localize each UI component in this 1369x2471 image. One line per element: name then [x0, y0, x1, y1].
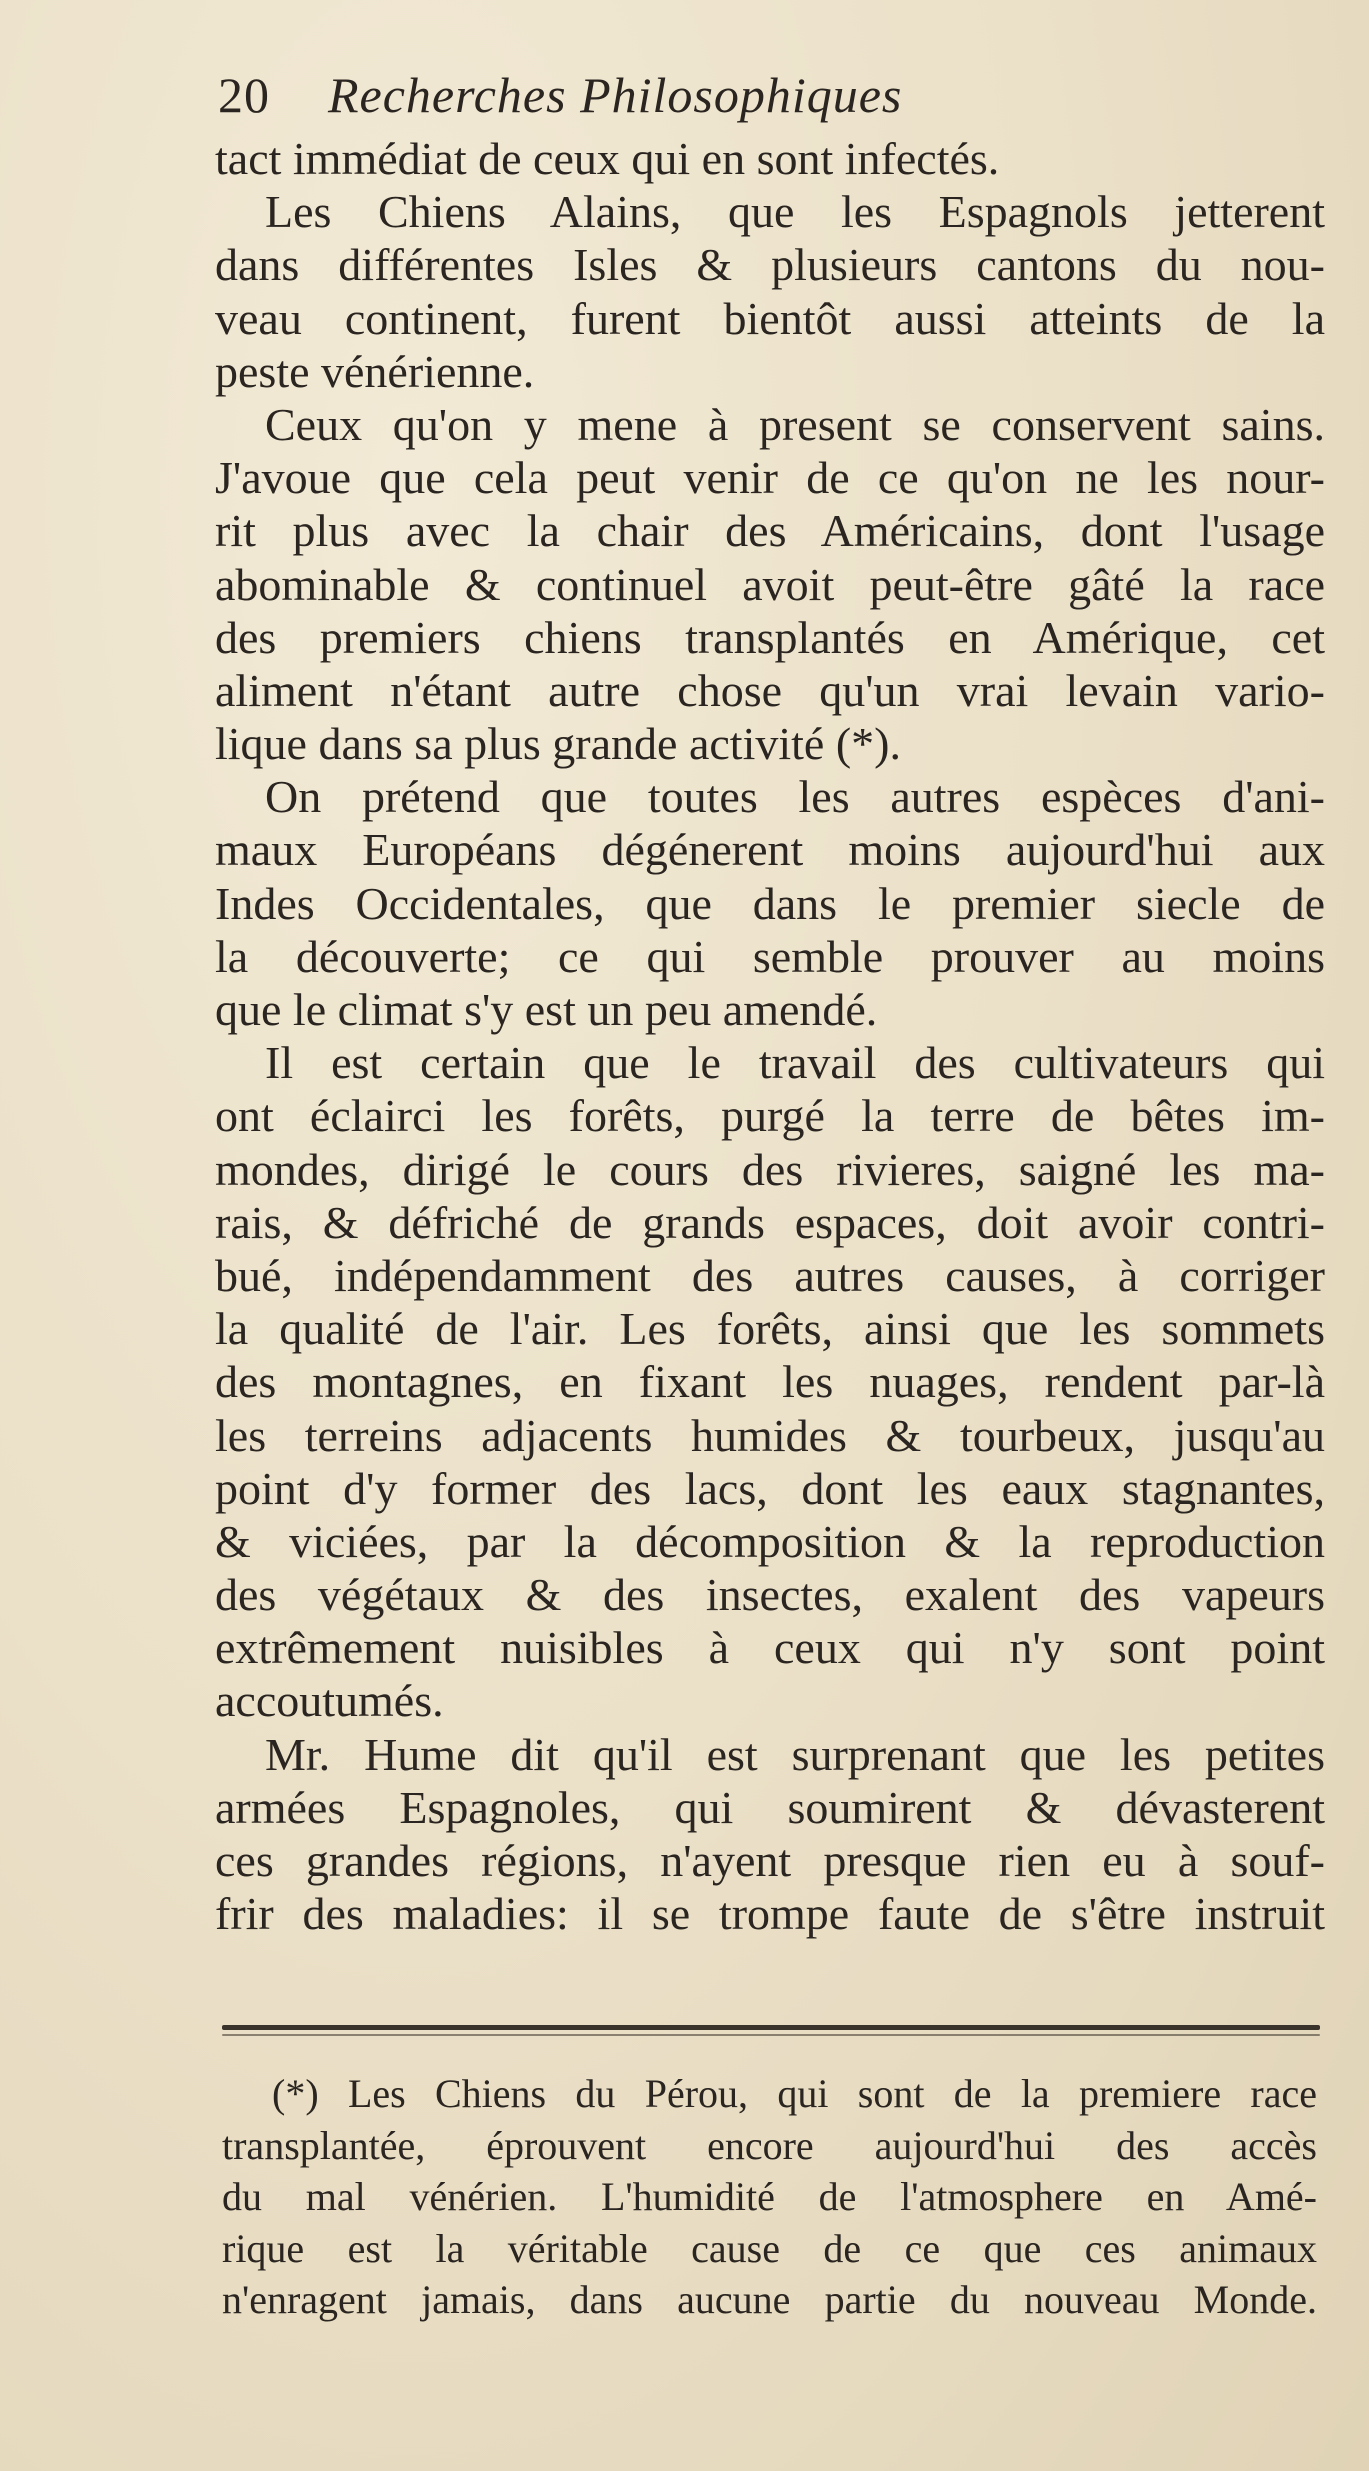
text-line: point d'y former des lacs, dont les eaux stagnantes, [215, 1462, 1325, 1514]
text-line: On prétend que toutes les autres espèces d'ani- [265, 771, 1325, 823]
text-line: aliment n'étant autre chose qu'un vrai levain vario- [215, 664, 1325, 716]
text-line: & viciées, par la décomposition & la reproduction [215, 1515, 1325, 1567]
text-line: maux Européans dégénerent moins aujourd'hui aux [215, 824, 1325, 876]
text-line: Mr. Hume dit qu'il est surprenant que les petites [265, 1728, 1325, 1780]
footnote-line: (*) Les Chiens du Pérou, qui sont de la premiere race [272, 2071, 1317, 2116]
text-line: tact immédiat de ceux qui en sont infectés. [215, 133, 1000, 184]
footnote-rule-secondary [222, 2034, 1320, 2036]
text-line: des montagnes, en fixant les nuages, rendent par-là [215, 1356, 1325, 1408]
footnote-line: du mal vénérien. L'humidité de l'atmosphere en Amé- [222, 2174, 1317, 2219]
text-line: la qualité de l'air. Les forêts, ainsi que les sommets [215, 1303, 1325, 1355]
text-line: peste vénérienne. [215, 345, 535, 397]
text-line: ces grandes régions, n'ayent presque rien eu à souf- [215, 1835, 1325, 1886]
text-line: mondes, dirigé le cours des rivieres, saigné les ma- [215, 1143, 1325, 1195]
text-line: veau continent, furent bientôt aussi atteints de la [215, 292, 1325, 344]
page-number: 20 [218, 67, 270, 123]
text-line: Il est certain que le travail des cultivateurs qui [265, 1037, 1325, 1089]
text-line: J'avoue que cela peut venir de ce qu'on ne les nour- [215, 452, 1325, 504]
body-text [215, 132, 1325, 1940]
text-line: dans différentes Isles & plusieurs cantons du nou- [215, 239, 1325, 291]
text-line: Indes Occidentales, que dans le premier siecle de [215, 877, 1325, 929]
text-line: les terreins adjacents humides & tourbeux, jusqu'au [215, 1409, 1325, 1461]
text-line: des premiers chiens transplantés en Amérique, cet [215, 611, 1325, 663]
running-title: Recherches Philosophiques [328, 67, 903, 123]
text-line: bué, indépendamment des autres causes, à corriger [215, 1249, 1325, 1301]
text-line: rais, & défriché de grands espaces, doit avoir contri- [215, 1196, 1325, 1248]
footnote-line: rique est la véritable cause de ce que ces animaux [222, 2225, 1317, 2271]
text-line: des végétaux & des insectes, exalent des vapeurs [215, 1569, 1325, 1621]
text-line: armées Espagnoles, qui soumirent & dévasterent [215, 1781, 1325, 1833]
footnote-line: transplantée, éprouvent encore aujourd'hui des accès [222, 2122, 1317, 2168]
text-line: que le climat s'y est un peu amendé. [215, 984, 878, 1035]
text-line: ont éclairci les forêts, purgé la terre de bêtes im- [215, 1090, 1325, 1142]
text-line: frir des maladies: il se trompe faute de s'être instruit [215, 1888, 1325, 1940]
footnote [222, 2068, 1317, 2326]
text-line: abominable & continuel avoit peut-être gâté la race [215, 558, 1325, 610]
text-line: Les Chiens Alains, que les Espagnols jetterent [265, 186, 1325, 238]
text-line: extrêmement nuisibles à ceux qui n'y sont point [215, 1622, 1325, 1674]
footnote-rule [222, 2025, 1320, 2030]
page-header [218, 66, 1298, 136]
text-line: accoutumés. [215, 1675, 444, 1727]
text-line: la découverte; ce qui semble prouver au moins [215, 930, 1325, 982]
text-line: Ceux qu'on y mene à present se conservent sains. [265, 398, 1325, 450]
text-line: lique dans sa plus grande activité (*). [215, 718, 901, 770]
text-line: rit plus avec la chair des Américains, dont l'usage [215, 505, 1325, 557]
footnote-line: n'enragent jamais, dans aucune partie du nouveau Monde. [222, 2277, 1317, 2322]
